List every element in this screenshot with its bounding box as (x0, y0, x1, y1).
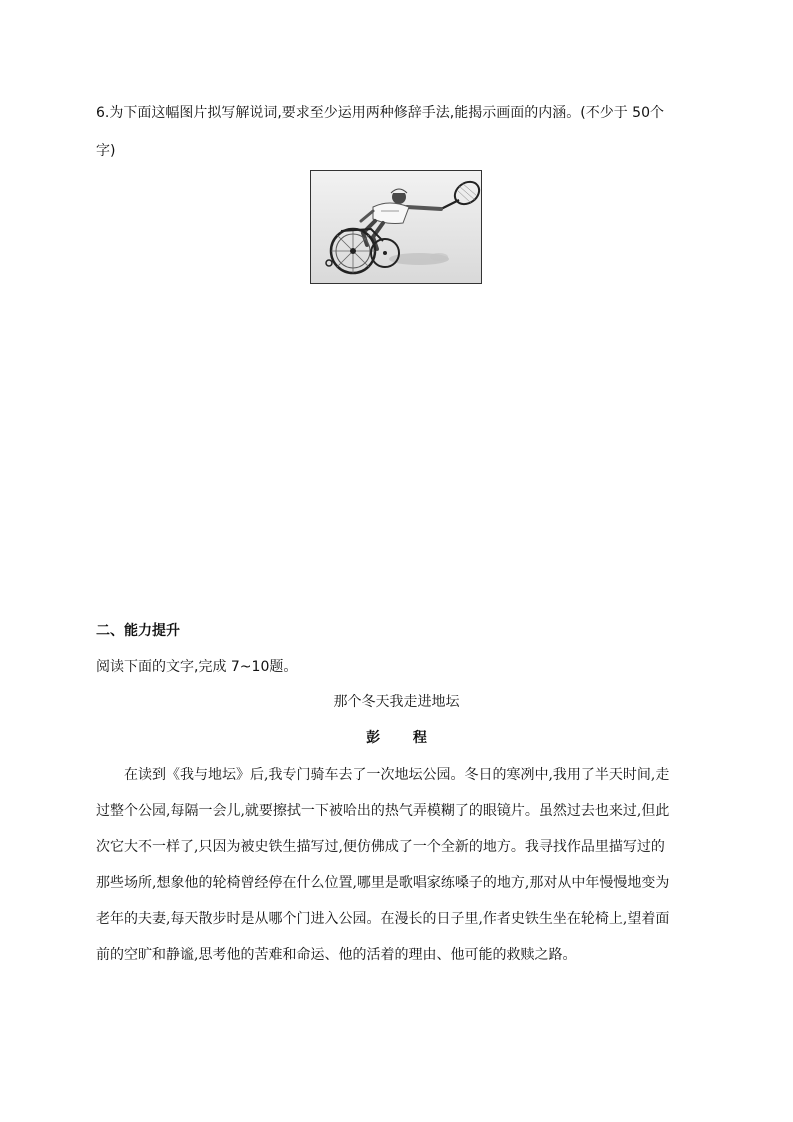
section-2-instruction: 阅读下面的文字,完成 7~10题。 (96, 659, 298, 675)
article-author: 彭 程 (366, 730, 441, 746)
article-paragraph-line-3: 次它大不一样了,只因为被史铁生描写过,便仿佛成了一个全新的地方。我寻找作品里描写过的 (96, 839, 665, 855)
wheelchair-tennis-player-image (310, 170, 482, 284)
question-6-text: 6.为下面这幅图片拟写解说词,要求至少运用两种修辞手法,能揭示画面的内涵。(不少于 50个 (96, 105, 664, 121)
question-6-prompt-line-2: 字) (96, 143, 116, 159)
article-paragraph-line-1: 在读到《我与地坛》后,我专门骑车去了一次地坛公园。冬日的寒冽中,我用了半天时间,走 (124, 767, 670, 783)
article-title: 那个冬天我走进地坛 (333, 694, 460, 710)
article-paragraph-line-2: 过整个公园,每隔一会儿,就要擦拭一下被哈出的热气弄模糊了的眼镜片。虽然过去也来过,但此 (96, 803, 670, 819)
wheelchair-tennis-illustration (311, 171, 481, 283)
question-6-prompt-line-1 (96, 104, 664, 122)
article-paragraph-line-5: 老年的夫妻,每天散步时是从哪个门进入公园。在漫长的日子里,作者史铁生坐在轮椅上,望着面 (96, 911, 670, 927)
article-paragraph-line-4: 那些场所,想象他的轮椅曾经停在什么位置,哪里是歌唱家练嗓子的地方,那对从中年慢慢地变为 (96, 875, 670, 891)
section-2-heading: 二、能力提升 (96, 623, 180, 639)
article-paragraph-line-6: 前的空旷和静谧,思考他的苦难和命运、他的活着的理由、他可能的救赎之路。 (96, 947, 577, 963)
